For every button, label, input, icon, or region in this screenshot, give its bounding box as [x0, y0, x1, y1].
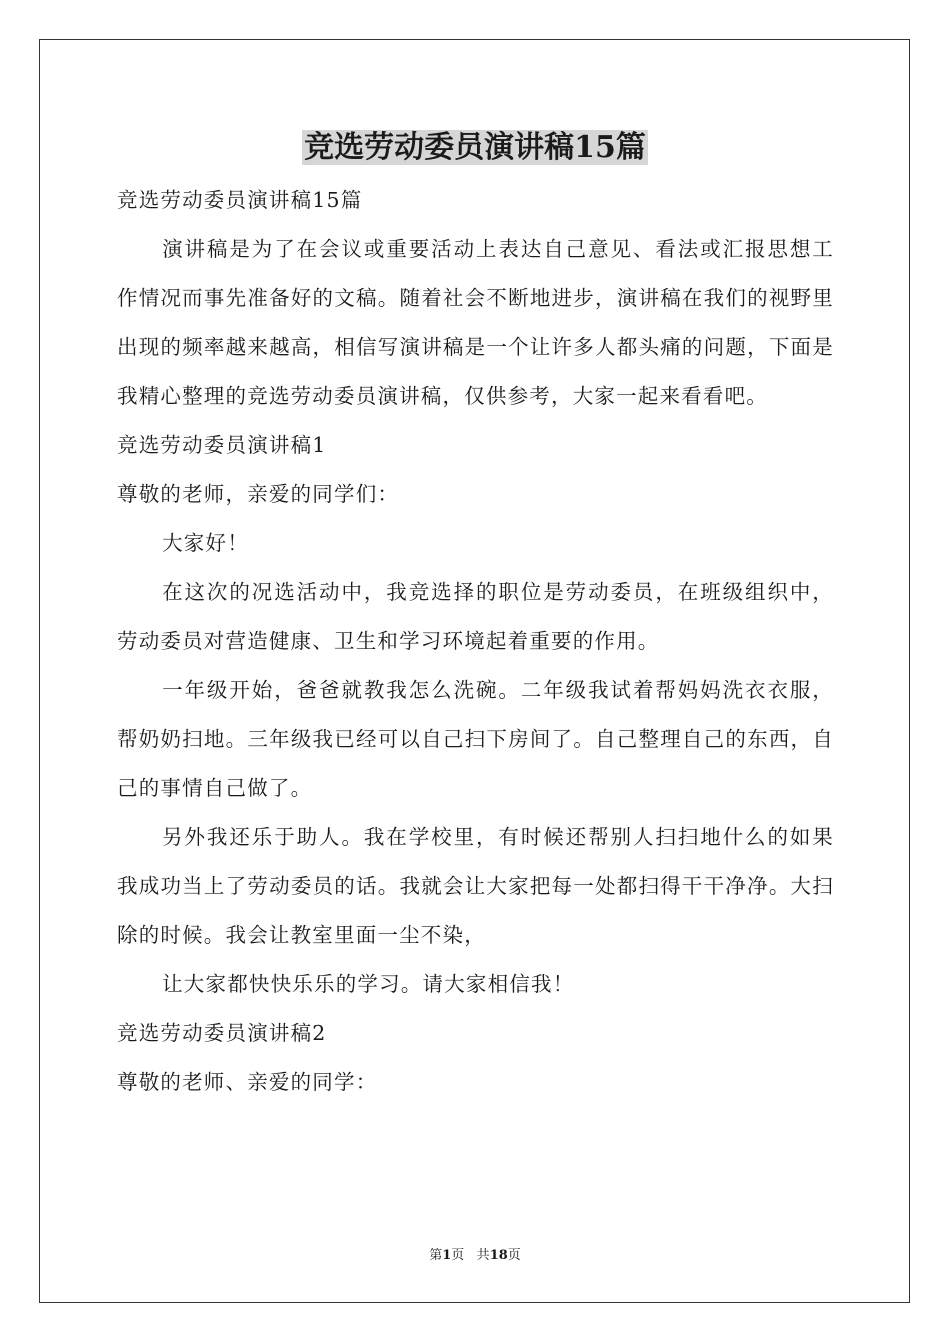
page-footer: [0, 1247, 950, 1265]
document-body: [117, 176, 834, 1107]
total-pages: 18: [489, 1248, 508, 1263]
total-label-suffix: 页: [507, 1248, 521, 1263]
page-label-prefix: 第: [429, 1248, 443, 1263]
document-title-text: 竞选劳动委员演讲稿15篇: [304, 130, 646, 165]
document-title: [0, 126, 950, 170]
page-label-suffix: 页: [451, 1248, 465, 1263]
paragraph: 一年级开始，爸爸就教我怎么洗碗。二年级我试着帮妈妈洗衣衣服，帮奶奶扫地。三年级我已经可以自己扫下房间了。自己整理自己的东西，自己的事情自己做了。: [117, 678, 834, 800]
paragraph: 在这次的况选活动中，我竞选择的职位是劳动委员，在班级组织中，劳动委员对营造健康、卫生和学习环境起着重要的作用。: [117, 580, 834, 653]
paragraph: 另外我还乐于助人。我在学校里，有时候还帮别人扫扫地什么的如果我成功当上了劳动委员的话。我就会让大家把每一处都扫得干干净净。大扫除的时候。我会让教室里面一尘不染，: [117, 825, 834, 947]
total-label-prefix: 共: [476, 1248, 490, 1263]
paragraph: 竞选劳动委员演讲稿15篇: [117, 188, 363, 212]
salutation: 尊敬的老师、亲爱的同学：: [117, 1070, 378, 1094]
salutation: 尊敬的老师，亲爱的同学们：: [117, 482, 400, 506]
paragraph: 大家好！: [162, 531, 249, 555]
section-heading: 竞选劳动委员演讲稿2: [117, 1021, 327, 1045]
page-number: 1: [442, 1248, 452, 1263]
section-heading: 竞选劳动委员演讲稿1: [117, 433, 327, 457]
paragraph: 让大家都快快乐乐的学习。请大家相信我！: [162, 972, 575, 996]
paragraph: 演讲稿是为了在会议或重要活动上表达自己意见、看法或汇报思想工作情况而事先准备好的文稿。随着社会不断地进步，演讲稿在我们的视野里出现的频率越来越高，相信写演讲稿是一个让许多人都头痛的问题，下面是我精心整理的竞选劳动委员演讲稿，仅供参考，大家一起来看看吧。: [117, 237, 834, 408]
